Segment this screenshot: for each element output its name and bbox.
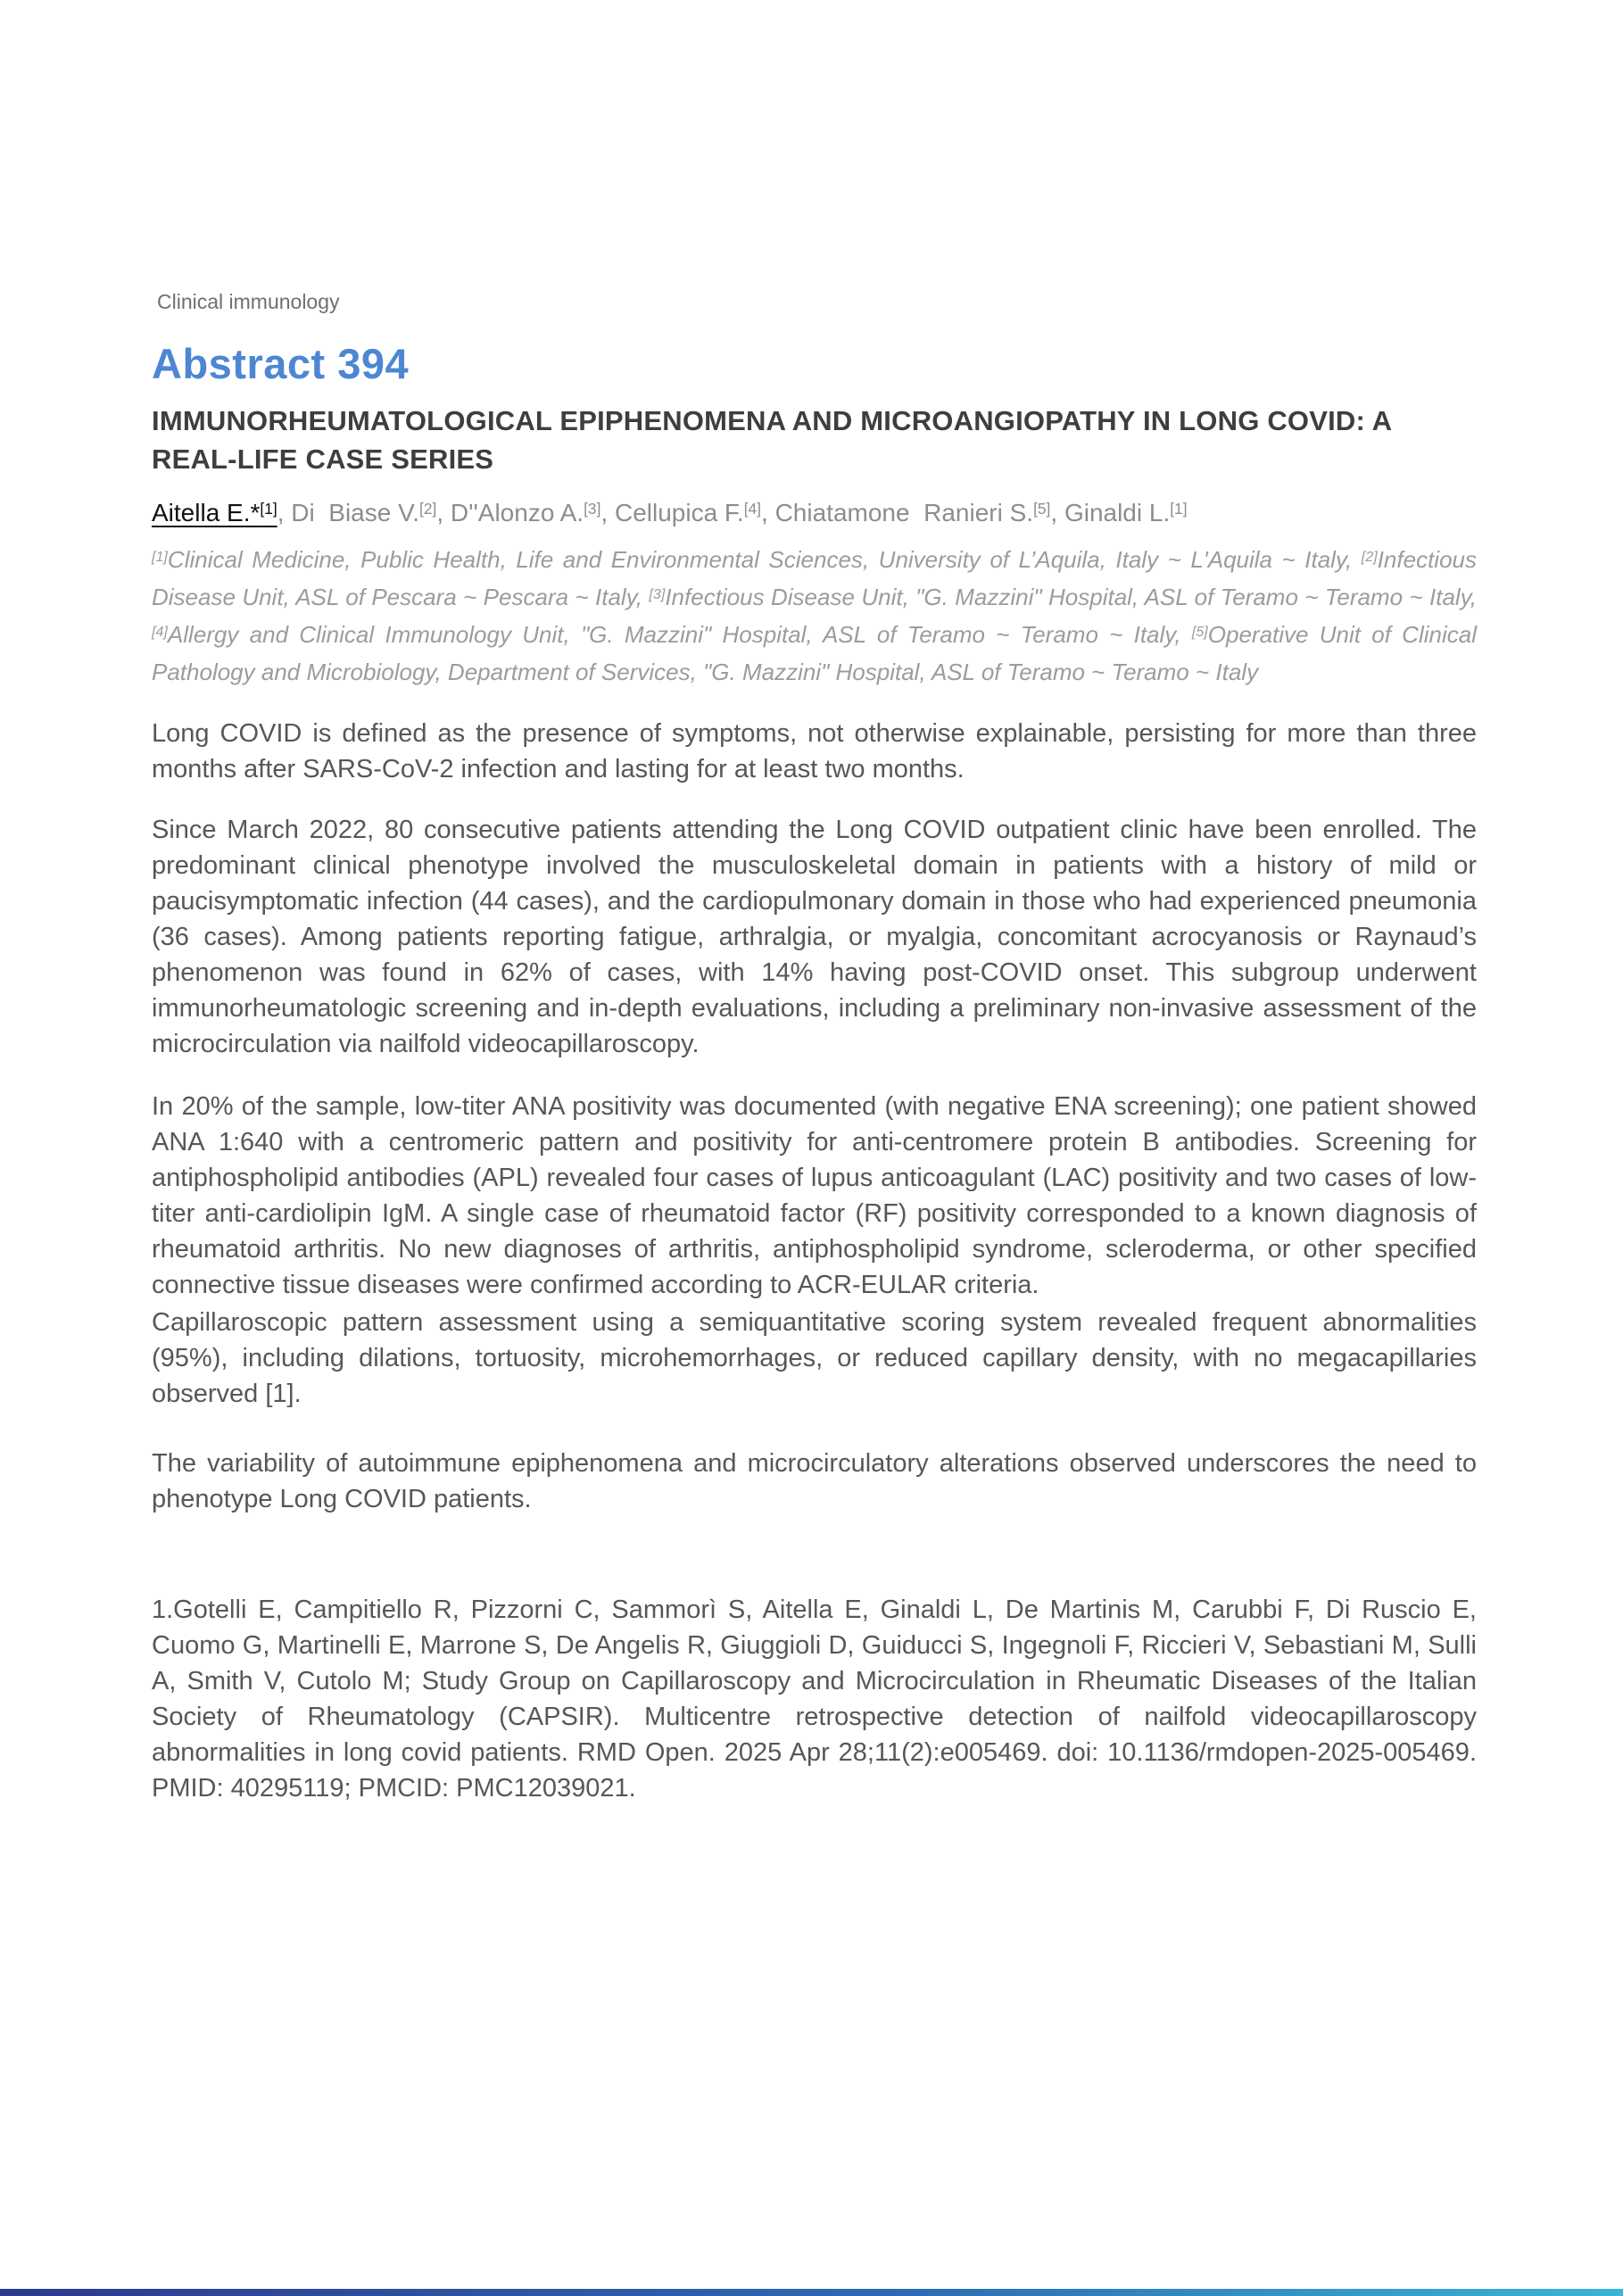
- author-affiliation-superscript: [3]: [584, 500, 601, 518]
- author-affiliation-superscript: [1]: [260, 500, 277, 518]
- affiliation-text: Operative Unit of Clinical Pathology and Microbiology, Department of Services, "G. Mazzini" Hospital, ASL of Teramo ~ Teramo ~ Italy: [152, 621, 1477, 685]
- author-name: D''Alonzo A.: [450, 499, 584, 526]
- affiliation-text: Allergy and Clinical Immunology Unit, "G. Mazzini" Hospital, ASL of Teramo ~ Teramo ~ Italy,: [167, 621, 1192, 648]
- affiliation-superscript: [5]: [1191, 623, 1208, 640]
- abstract-paragraph-capillaroscopy: Capillaroscopic pattern assessment using a semiquantitative scoring system revealed frequent abnormalities (95%), including dilations, tortuosity, microhemorrhages, or reduced capillary density, with no megacapillaries observed [1].: [152, 1308, 1477, 1408]
- authors-line: [152, 498, 1477, 528]
- category-label: Clinical immunology: [157, 290, 340, 313]
- abstract-paragraph-conclusion: The variability of autoimmune epiphenomena and microcirculatory alterations observed underscores the need to phenotype Long COVID patients.: [152, 1449, 1477, 1513]
- author-affiliation-superscript: [2]: [419, 500, 437, 518]
- affiliation-text: Infectious Disease Unit, ASL of Pescara ~ Pescara ~ Italy,: [152, 546, 1477, 610]
- affiliation-text: Clinical Medicine, Public Health, Life and Environmental Sciences, University of L’Aquila, Italy ~ L'Aquila ~ Italy,: [167, 546, 1362, 573]
- abstract-number-heading: Abstract 394: [152, 340, 410, 387]
- affiliation-superscript: [1]: [152, 548, 168, 565]
- author-separator: ,: [761, 499, 775, 526]
- abstract-paragraph-serology: In 20% of the sample, low-titer ANA positivity was documented (with negative ENA screening); one patient showed ANA 1:640 with a centromeric pattern and positivity for anti-centromere protein B antibodies. Screening for antiphospholipid antibodies (APL) revealed four cases of lupus anticoagulant (LAC) positivity and two cases of low-titer anti-cardiolipin IgM. A single case of rheumatoid factor (RF) positivity corresponded to a known diagnosis of rheumatoid arthritis. No new diagnoses of arthritis, antiphospholipid syndrome, scleroderma, or other specified connective tissue diseases were confirmed according to ACR-EULAR criteria.: [152, 1092, 1477, 1299]
- affiliation-text: Infectious Disease Unit, "G. Mazzini" Hospital, ASL of Teramo ~ Teramo ~ Italy,: [665, 584, 1477, 610]
- author-affiliation-superscript: [1]: [1170, 500, 1188, 518]
- reference-text: 1.Gotelli E, Campitiello R, Pizzorni C, Sammorì S, Aitella E, Ginaldi L, De Martinis M, Carubbi F, Di Ruscio E, Cuomo G, Martinelli E, Marrone S, De Angelis R, Giuggioli D, Guiducci S, Ingegnoli F, Riccieri V, Sebastiani M, Sulli A, Smith V, Cutolo M; Study Group on Capillaroscopy and Microcirculation in Rheumatic Diseases of the Italian Society of Rheumatology (CAPSIR). Multicentre retrospective detection of nailfold videocapillaroscopy abnormalities in long covid patients. RMD Open. 2025 Apr 28;11(2):e005469. doi: 10.1136/rmdopen-2025-005469. PMID: 40295119; PMCID: PMC12039021.: [152, 1596, 1477, 1803]
- author: [436, 499, 600, 526]
- author-name: Chiatamone Ranieri S.: [774, 499, 1034, 526]
- author-affiliation-superscript: [4]: [743, 500, 762, 518]
- abstract-paragraph-definition: Long COVID is defined as the presence of symptoms, not otherwise explainable, persisting for more than three months after SARS-CoV-2 infection and lasting for at least two months.: [152, 719, 1477, 783]
- author: [1050, 499, 1187, 526]
- author-affiliation-superscript: [5]: [1033, 500, 1051, 518]
- author-name: Cellupica F.: [614, 499, 744, 526]
- author-name: Ginaldi L.: [1064, 499, 1171, 526]
- author-separator: ,: [600, 499, 615, 526]
- author-name: Di Biase V.: [291, 499, 419, 526]
- author-name: Aitella E.*: [152, 499, 261, 526]
- author: [277, 499, 437, 526]
- author-separator: ,: [436, 499, 451, 526]
- affiliation-superscript: [4]: [152, 623, 168, 640]
- affiliation-superscript: [2]: [1361, 548, 1378, 565]
- paper-title: IMMUNORHEUMATOLOGICAL EPIPHENOMENA AND MICROANGIOPATHY IN LONG COVID: A REAL-LIFE CASE SERIES: [152, 405, 1392, 475]
- author-separator: ,: [1050, 499, 1064, 526]
- abstract-paragraph-cohort: Since March 2022, 80 consecutive patients attending the Long COVID outpatient clinic have been enrolled. The predominant clinical phenotype involved the musculoskeletal domain in patients with a history of mild or paucisymptomatic infection (44 cases), and the cardiopulmonary domain in those who had experienced pneumonia (36 cases). Among patients reporting fatigue, arthralgia, or myalgia, concomitant acrocyanosis or Raynaud’s phenomenon was found in 62% of cases, with 14% having post-COVID onset. This subgroup underwent immunorheumatologic screening and in-depth evaluations, including a preliminary non-invasive assessment of the microcirculation via nailfold videocapillaroscopy.: [152, 816, 1477, 1058]
- author-first: [152, 499, 277, 526]
- author-separator: ,: [277, 499, 292, 526]
- affiliation-superscript: [3]: [649, 585, 666, 602]
- footer-gradient-bar: [0, 2289, 1623, 2296]
- author: [761, 499, 1050, 526]
- affiliations-block: [152, 541, 1477, 691]
- author: [600, 499, 761, 526]
